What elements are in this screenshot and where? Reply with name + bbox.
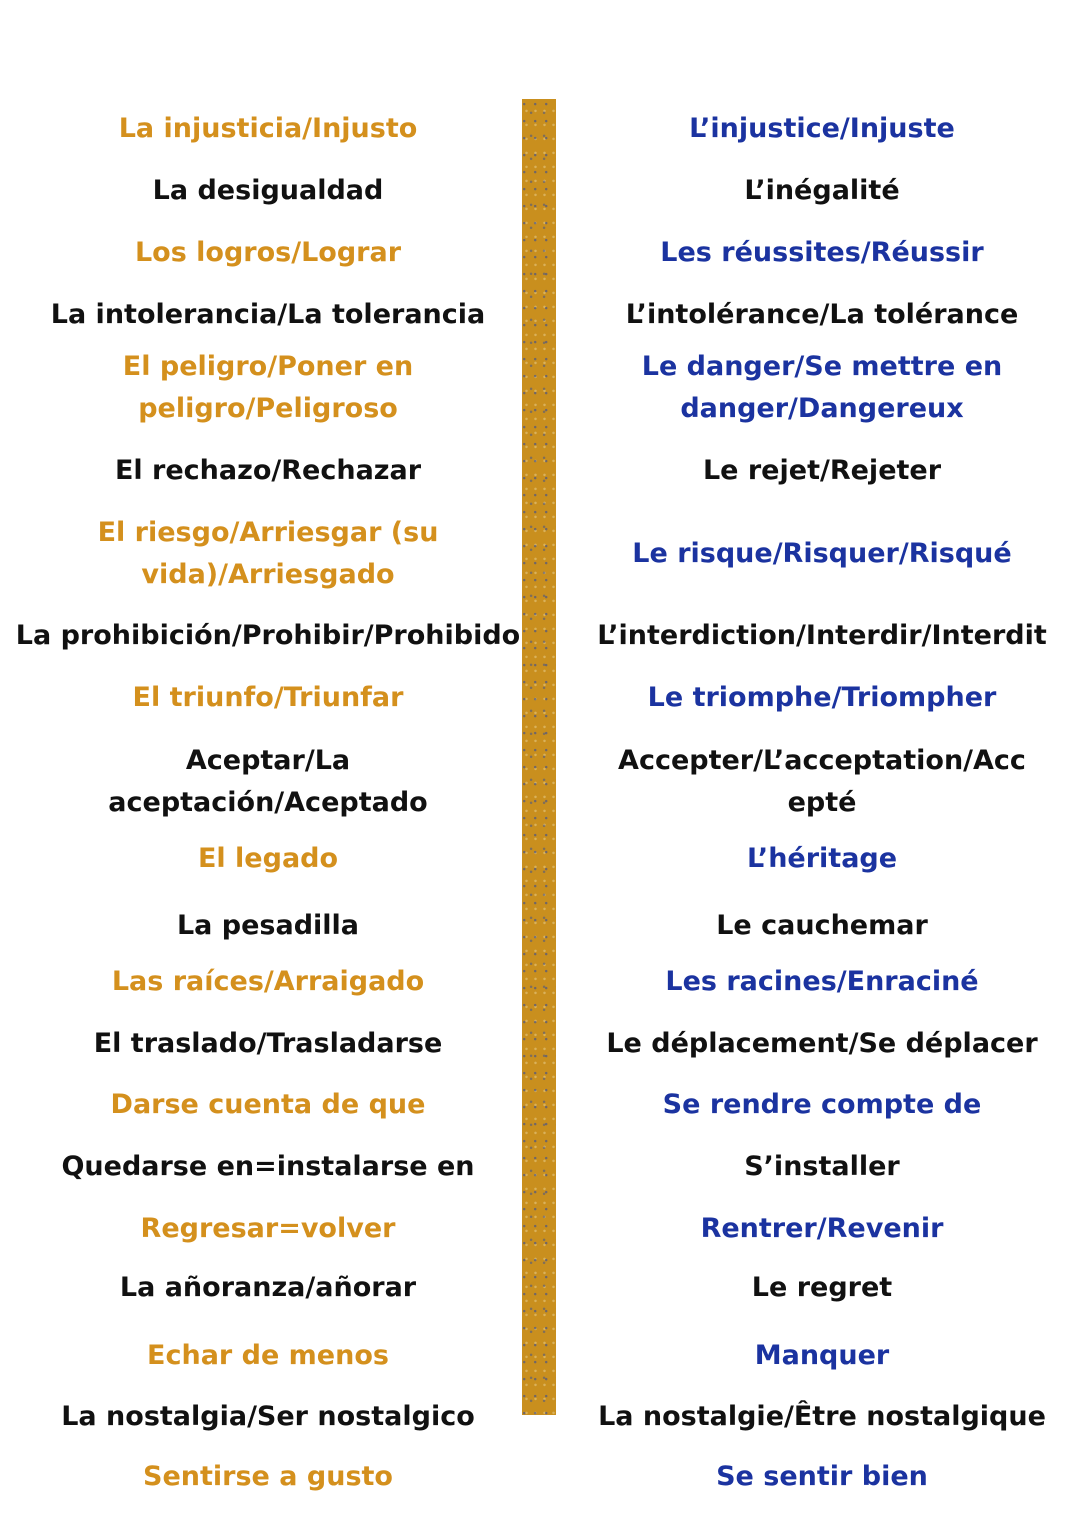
spanish-term: El triunfo/Triunfar [132, 682, 404, 713]
french-term: L’interdiction/Interdir/Interdit [597, 620, 1047, 651]
french-term: L’intolérance/La tolérance [625, 299, 1019, 330]
spanish-term: Quedarse en=instalarse en [61, 1151, 475, 1182]
spanish-term: La prohibición/Prohibir/Prohibido [15, 620, 521, 651]
french-term: L’héritage [746, 843, 898, 874]
french-term: L’injustice/Injuste [689, 113, 955, 144]
french-term: Le cauchemar [716, 910, 928, 941]
spanish-term: Sentirse a gusto [143, 1461, 393, 1492]
french-term: Le regret [751, 1272, 893, 1303]
spanish-term: La pesadilla [176, 910, 360, 941]
spanish-term: La injusticia/Injusto [118, 113, 418, 144]
spanish-term: Regresar=volver [140, 1213, 396, 1244]
french-term: L’inégalité [744, 175, 900, 206]
spanish-term: La intolerancia/La tolerancia [50, 299, 486, 330]
french-term: Le rejet/Rejeter [702, 455, 942, 486]
french-term: Rentrer/Revenir [700, 1213, 944, 1244]
french-term: Accepter/L’acceptation/Acc epté [618, 745, 1026, 818]
spanish-term: El peligro/Poner en peligro/Peligroso [122, 351, 414, 424]
french-term: Le triomphe/Triompher [647, 682, 997, 713]
french-term: Se rendre compte de [662, 1089, 982, 1120]
french-term: S’installer [744, 1151, 900, 1182]
french-term: La nostalgie/Être nostalgique [598, 1401, 1046, 1432]
spanish-term: Echar de menos [147, 1340, 389, 1371]
spanish-term: El legado [197, 843, 339, 874]
french-term: Le danger/Se mettre en danger/Dangereux [641, 351, 1003, 424]
french-term: Les réussites/Réussir [660, 237, 984, 268]
spanish-term: La desigualdad [152, 175, 384, 206]
french-term: Manquer [754, 1340, 890, 1371]
spanish-term: Darse cuenta de que [110, 1089, 426, 1120]
spanish-term: La añoranza/añorar [119, 1272, 417, 1303]
spanish-term: El rechazo/Rechazar [114, 455, 422, 486]
french-term: Les racines/Enraciné [665, 966, 979, 997]
spanish-term: Aceptar/La aceptación/Aceptado [108, 745, 428, 818]
spanish-term: Los logros/Lograr [134, 237, 402, 268]
spanish-term: Las raíces/Arraigado [111, 966, 425, 997]
french-term: Se sentir bien [716, 1461, 928, 1492]
french-term: Le déplacement/Se déplacer [606, 1028, 1038, 1059]
spanish-term: La nostalgia/Ser nostalgico [61, 1401, 475, 1432]
french-term: Le risque/Risquer/Risqué [632, 538, 1012, 569]
spanish-term: El riesgo/Arriesgar (su vida)/Arriesgado [97, 517, 439, 590]
spanish-term: El traslado/Trasladarse [93, 1028, 443, 1059]
